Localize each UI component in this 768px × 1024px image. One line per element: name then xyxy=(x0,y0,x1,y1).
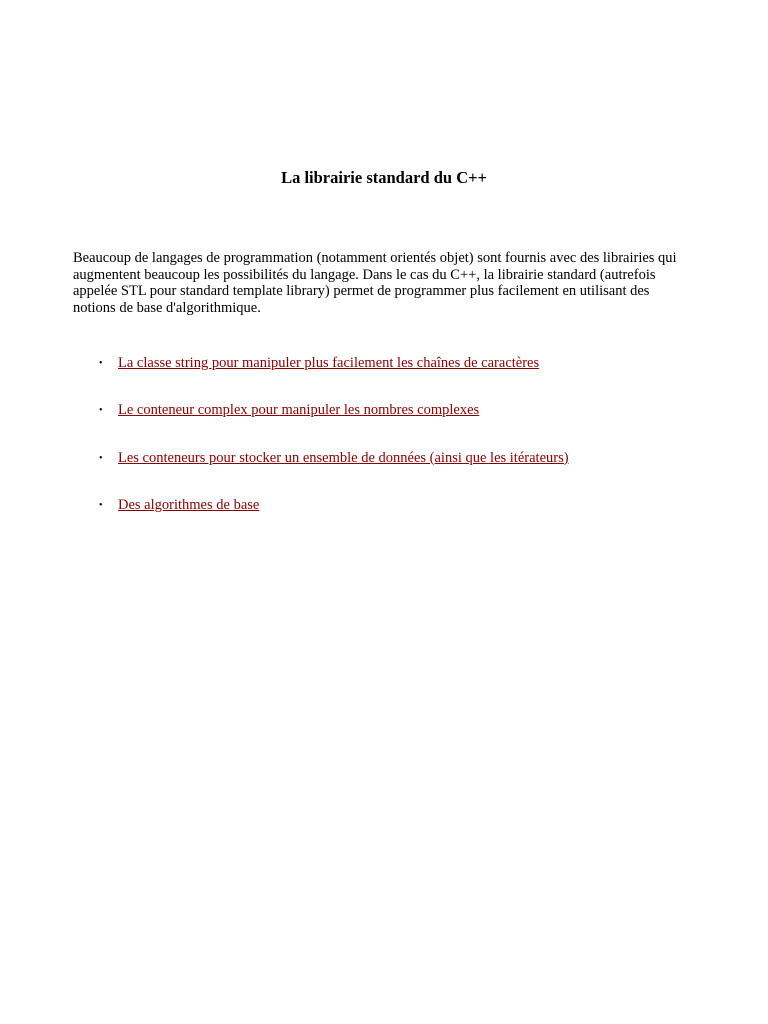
bullet-icon: • xyxy=(99,405,103,417)
link-algorithms[interactable]: Des algorithmes de base xyxy=(118,496,260,513)
intro-paragraph: Beaucoup de langages de programmation (notamment orientés objet) sont fournis avec des librairies qui augmentent beaucoup les possibilités du langage. Dans le cas du C++, la librairie standard (autrefois appelée STL pour standard template library) permet de programmer plus facilement en utilisant des notions de base d'algorithmique. xyxy=(73,250,677,316)
bullet-icon: • xyxy=(99,358,103,369)
page-title: La librairie standard du C++ xyxy=(281,168,487,187)
bullet-icon: • xyxy=(99,499,103,511)
link-string-class[interactable]: La classe string pour manipuler plus facilement les chaînes de caractères xyxy=(118,355,540,371)
link-complex-container[interactable]: Le conteneur complex pour manipuler les nombres complexes xyxy=(118,402,480,419)
link-containers[interactable]: Les conteneurs pour stocker un ensemble de données (ainsi que les itérateurs) xyxy=(118,449,569,466)
bullet-icon: • xyxy=(99,452,103,464)
